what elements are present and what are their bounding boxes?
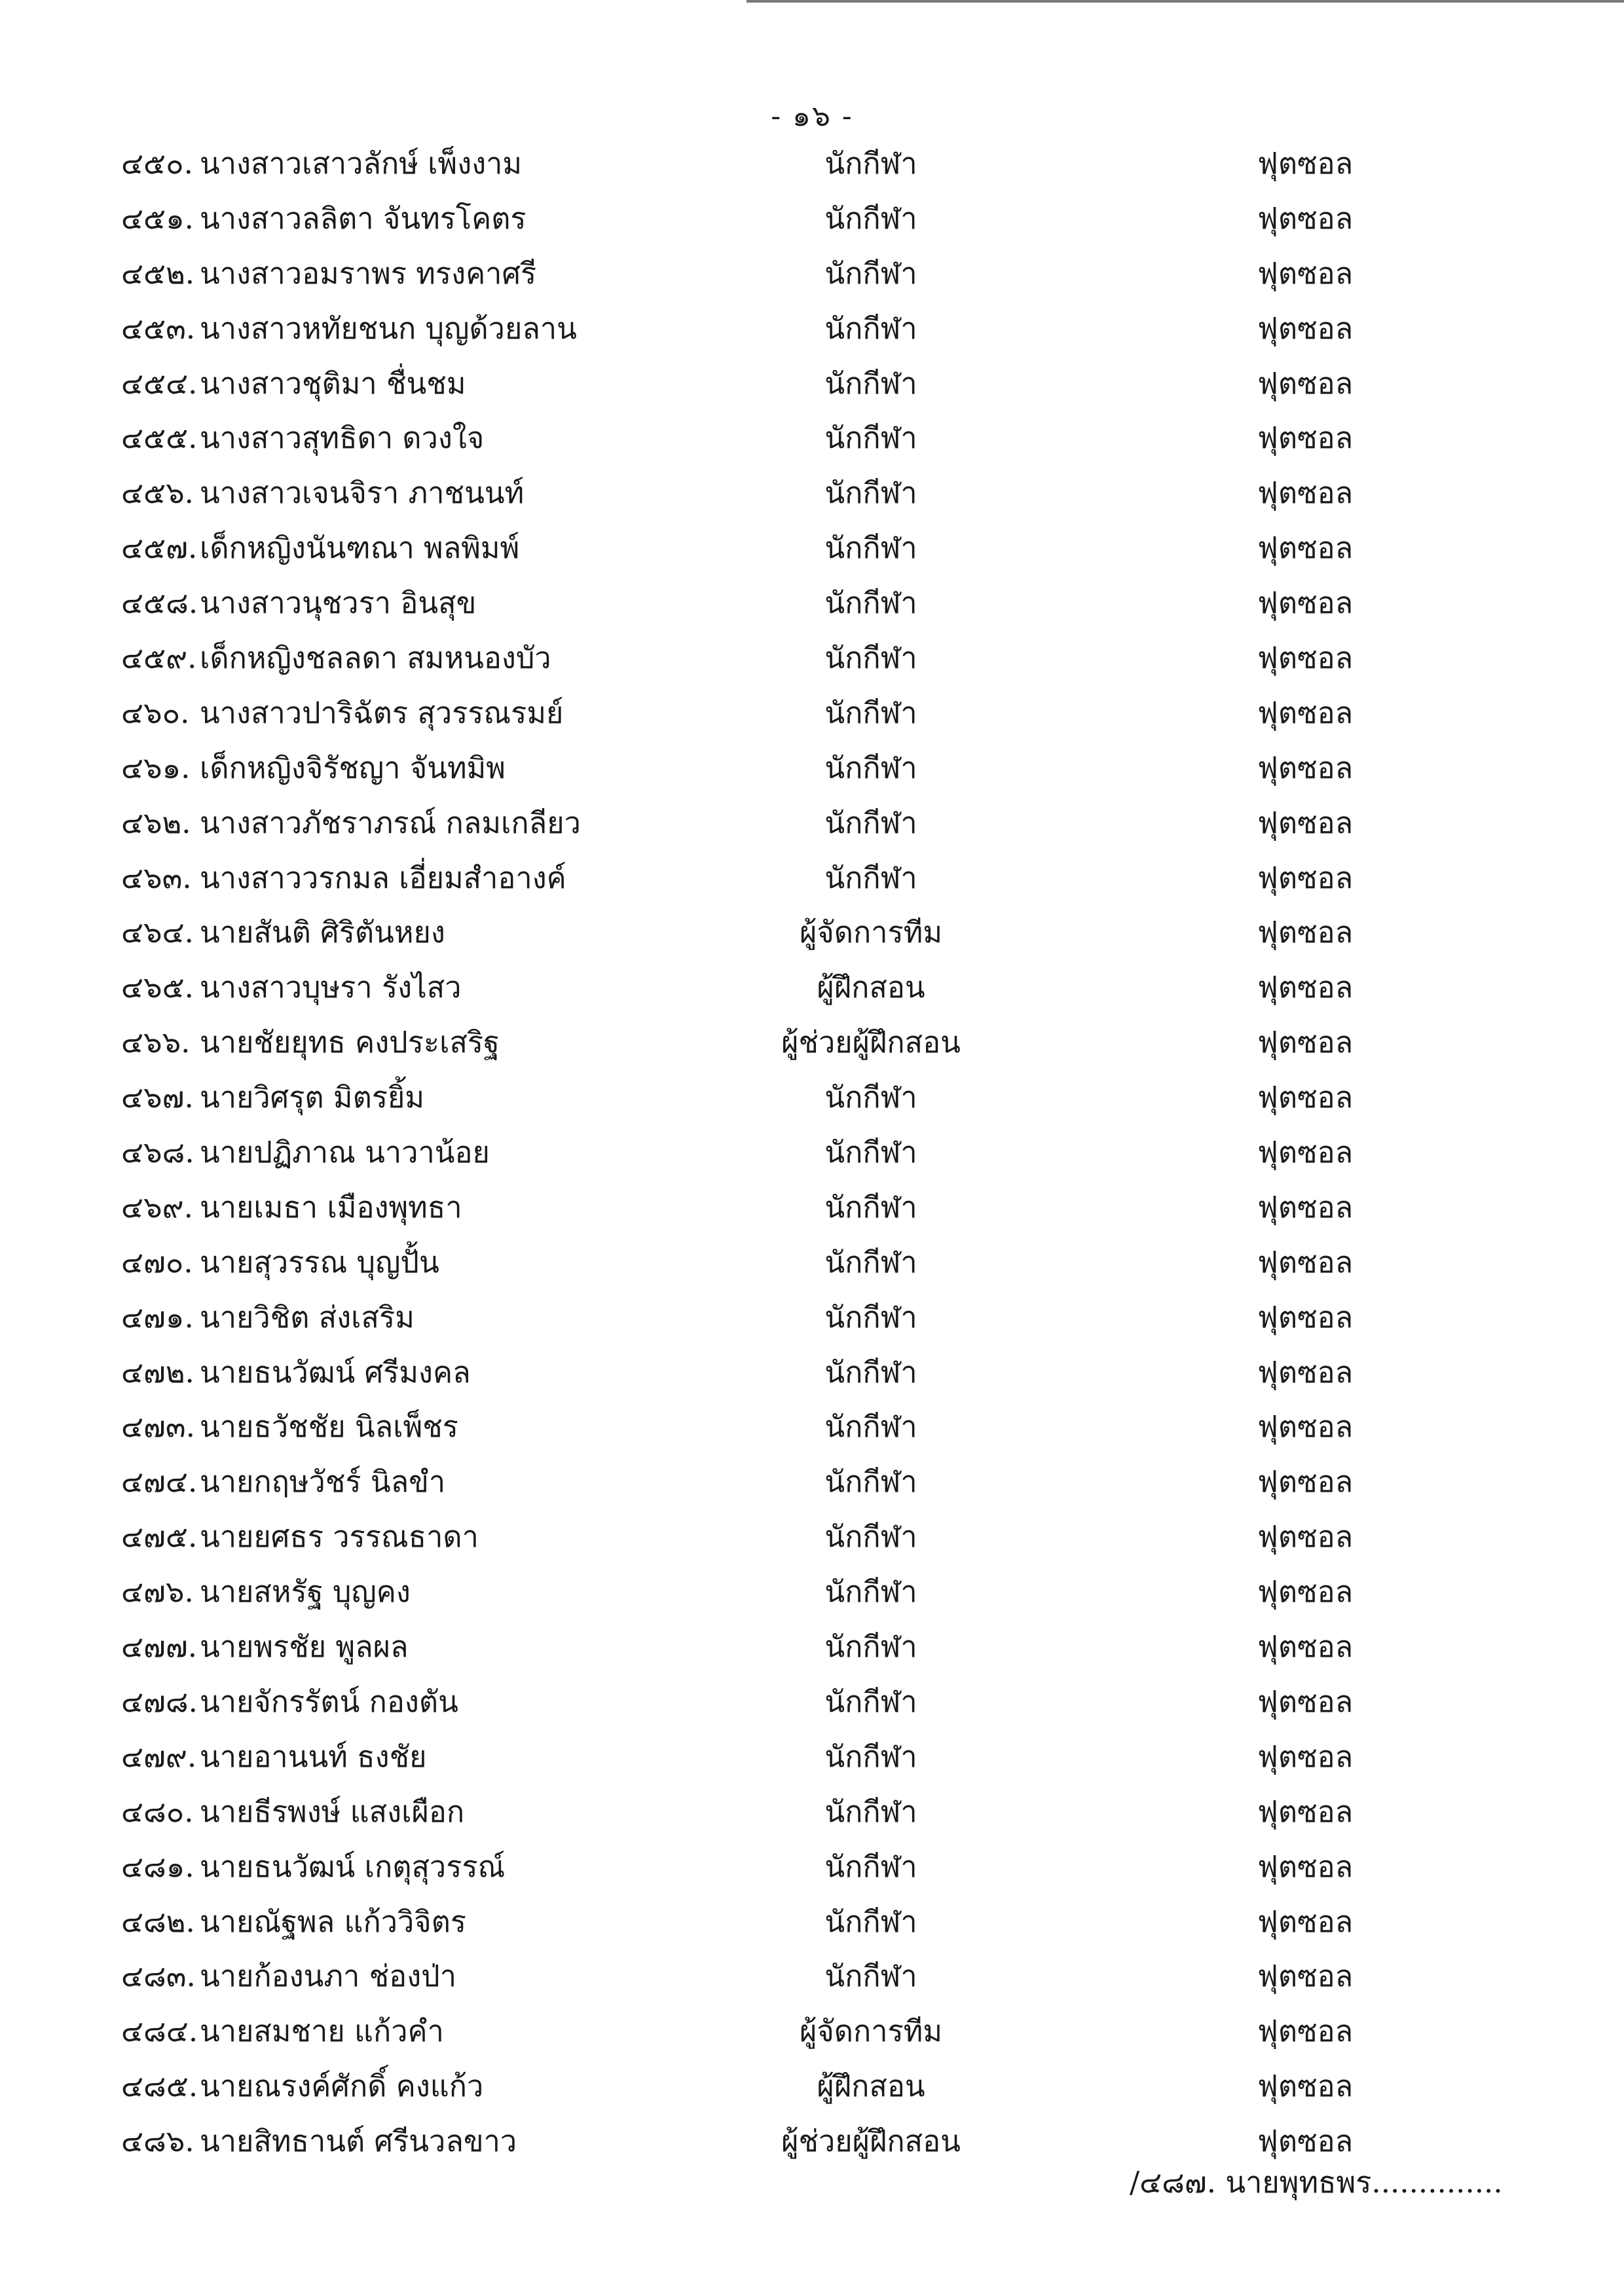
- roster-row: [0, 1564, 1624, 1619]
- person-role: นักกีฬา: [824, 1080, 917, 1115]
- roster-row: [0, 796, 1624, 851]
- person-role: นักกีฬา: [824, 1904, 917, 1939]
- sport-name: ฟุตซอล: [1257, 1025, 1354, 1060]
- sport-name: ฟุตซอล: [1257, 420, 1354, 456]
- roster-row: [0, 1839, 1624, 1895]
- person-role: นักกีฬา: [824, 1629, 917, 1665]
- roster-row: [0, 631, 1624, 686]
- row-number: ๔๕๒.: [121, 255, 195, 291]
- person-role: นักกีฬา: [824, 1519, 917, 1555]
- person-role: นักกีฬา: [824, 1135, 917, 1170]
- row-number: ๔๕๑.: [121, 200, 194, 236]
- row-number: ๔๘๔.: [121, 2014, 198, 2049]
- roster-row: [0, 741, 1624, 796]
- sport-name: ฟุตซอล: [1257, 2124, 1354, 2159]
- row-number: ๔๖๓.: [121, 860, 192, 895]
- row-number: ๔๗๖.: [121, 1574, 194, 1610]
- person-name: นางสาวชุติมา ชื่นชม: [200, 365, 466, 401]
- row-number: ๔๗๕.: [121, 1519, 198, 1555]
- roster-row: [0, 1619, 1624, 1674]
- person-name: นายวิชิต ส่งเสริม: [200, 1299, 415, 1335]
- person-name: นายยศธร วรรณธาดา: [200, 1519, 479, 1555]
- roster-row: [0, 1015, 1624, 1070]
- person-role: นักกีฬา: [824, 200, 917, 236]
- person-role: ผู้ฝึกสอน: [817, 970, 925, 1005]
- person-name: นายธวัชชัย นิลเพ็ชร: [200, 1409, 458, 1445]
- person-role: นักกีฬา: [824, 1574, 917, 1610]
- person-name: นายธีรพงษ์ แสงเผือก: [200, 1794, 465, 1829]
- roster-row: [0, 1125, 1624, 1180]
- person-role: นักกีฬา: [824, 1354, 917, 1390]
- row-number: ๔๖๙.: [121, 1189, 193, 1225]
- person-role: นักกีฬา: [824, 1739, 917, 1774]
- roster-row: [0, 191, 1624, 246]
- row-number: ๔๗๐.: [121, 1244, 193, 1280]
- row-number: ๔๗๑.: [121, 1299, 194, 1335]
- person-name: นายสหรัฐ บุญคง: [200, 1574, 411, 1610]
- person-name: นางสาวปาริฉัตร สุวรรณรมย์: [200, 695, 564, 730]
- roster-row: [0, 1345, 1624, 1400]
- sport-name: ฟุตซอล: [1257, 1739, 1354, 1774]
- sport-name: ฟุตซอล: [1257, 1299, 1354, 1335]
- row-number: ๔๖๐.: [121, 695, 190, 730]
- sport-name: ฟุตซอล: [1257, 860, 1354, 895]
- sport-name: ฟุตซอล: [1257, 365, 1354, 401]
- sport-name: ฟุตซอล: [1257, 1189, 1354, 1225]
- person-role: นักกีฬา: [824, 365, 917, 401]
- row-number: ๔๕๘.: [121, 585, 198, 621]
- row-number: ๔๗๘.: [121, 1684, 198, 1719]
- person-role: นักกีฬา: [824, 1189, 917, 1225]
- row-number: ๔๕๐.: [121, 146, 193, 181]
- row-number: ๔๖๒.: [121, 805, 191, 840]
- sport-name: ฟุตซอล: [1257, 1244, 1354, 1280]
- row-number: ๔๘๕.: [121, 2069, 198, 2104]
- person-role: นักกีฬา: [824, 1959, 917, 1994]
- continuation-note: /๔๘๗. นายพุทธพร..............: [1130, 2165, 1503, 2200]
- person-name: นางสาวบุษรา รังไสว: [200, 970, 462, 1005]
- person-name: นางสาวอมราพร ทรงคาศรี: [200, 255, 537, 291]
- person-name: นายกฤษวัชร์ นิลขำ: [200, 1464, 446, 1500]
- person-role: นักกีฬา: [824, 640, 917, 676]
- person-role: นักกีฬา: [824, 805, 917, 840]
- roster-row: [0, 356, 1624, 411]
- person-role: ผู้ฝึกสอน: [817, 2069, 925, 2104]
- person-name: นายสุวรรณ บุญปั้น: [200, 1244, 439, 1280]
- person-name: นายธนวัฒน์ ศรีมงคล: [200, 1354, 471, 1390]
- roster-row: [0, 1729, 1624, 1784]
- roster-row: [0, 905, 1624, 960]
- row-number: ๔๗๙.: [121, 1739, 197, 1774]
- sport-name: ฟุตซอล: [1257, 146, 1354, 181]
- sport-name: ฟุตซอล: [1257, 1794, 1354, 1829]
- sport-name: ฟุตซอล: [1257, 1959, 1354, 1994]
- row-number: ๔๗๒.: [121, 1354, 194, 1390]
- sport-name: ฟุตซอล: [1257, 1629, 1354, 1665]
- person-name: นางสาวภัชราภรณ์ กลมเกลียว: [200, 805, 581, 840]
- roster-row: [0, 1180, 1624, 1235]
- person-name: นางสาวลลิตา จันทรโคตร: [200, 200, 526, 236]
- row-number: ๔๗๔.: [121, 1464, 198, 1500]
- roster-row: [0, 1949, 1624, 2004]
- page-number: - ๑๖ -: [771, 100, 853, 133]
- roster-row: [0, 521, 1624, 576]
- person-role: ผู้ช่วยผู้ฝึกสอน: [781, 1025, 961, 1060]
- row-number: ๔๕๙.: [121, 640, 197, 676]
- sport-name: ฟุตซอล: [1257, 585, 1354, 621]
- person-name: เด็กหญิงนันฑณา พลพิมพ์: [200, 530, 520, 566]
- row-number: ๔๘๑.: [121, 1849, 194, 1884]
- person-role: นักกีฬา: [824, 860, 917, 895]
- person-role: ผู้จัดการทีม: [800, 915, 942, 950]
- roster-row: [0, 466, 1624, 521]
- person-role: นักกีฬา: [824, 695, 917, 730]
- row-number: ๔๖๑.: [121, 750, 191, 785]
- row-number: ๔๖๗.: [121, 1080, 194, 1115]
- person-name: นายณรงค์ศักดิ์ คงแก้ว: [200, 2069, 484, 2104]
- sport-name: ฟุตซอล: [1257, 1080, 1354, 1115]
- sport-name: ฟุตซอล: [1257, 1904, 1354, 1939]
- sport-name: ฟุตซอล: [1257, 1354, 1354, 1390]
- person-role: นักกีฬา: [824, 1299, 917, 1335]
- roster-row: [0, 1895, 1624, 1950]
- roster-row: [0, 960, 1624, 1015]
- person-role: นักกีฬา: [824, 1794, 917, 1829]
- roster-row: [0, 1454, 1624, 1509]
- person-name: นายเมธา เมืองพุทธา: [200, 1189, 462, 1225]
- row-number: ๔๕๔.: [121, 365, 198, 401]
- scan-top-edge-line: [747, 0, 1624, 3]
- person-name: นางสาวเสาวลักษ์ เพ็งงาม: [200, 146, 523, 181]
- person-name: นายสิทธานต์ ศรีนวลขาว: [200, 2124, 517, 2159]
- row-number: ๔๖๖.: [121, 1025, 191, 1060]
- person-role: นักกีฬา: [824, 585, 917, 621]
- person-role: ผู้ช่วยผู้ฝึกสอน: [781, 2124, 961, 2159]
- row-number: ๔๘๐.: [121, 1794, 194, 1829]
- sport-name: ฟุตซอล: [1257, 640, 1354, 676]
- sport-name: ฟุตซอล: [1257, 1684, 1354, 1719]
- roster-row: [0, 1399, 1624, 1454]
- person-name: นายณัฐพล แก้ววิจิตร: [200, 1904, 467, 1939]
- sport-name: ฟุตซอล: [1257, 695, 1354, 730]
- sport-name: ฟุตซอล: [1257, 1464, 1354, 1500]
- sport-name: ฟุตซอล: [1257, 805, 1354, 840]
- row-number: ๔๖๕.: [121, 970, 194, 1005]
- person-role: นักกีฬา: [824, 420, 917, 456]
- person-role: นักกีฬา: [824, 146, 917, 181]
- person-name: นายปฏิภาณ นาวาน้อย: [200, 1135, 490, 1170]
- row-number: ๔๖๔.: [121, 915, 194, 950]
- sport-name: ฟุตซอล: [1257, 1135, 1354, 1170]
- person-name: นางสาวนุชวรา อินสุข: [200, 585, 477, 621]
- row-number: ๔๗๓.: [121, 1409, 195, 1445]
- roster-row: [0, 301, 1624, 356]
- row-number: ๔๘๖.: [121, 2124, 194, 2159]
- roster-row: [0, 2059, 1624, 2114]
- roster-row: [0, 686, 1624, 741]
- roster-row: [0, 411, 1624, 466]
- sport-name: ฟุตซอล: [1257, 970, 1354, 1005]
- person-role: นักกีฬา: [824, 1244, 917, 1280]
- sport-name: ฟุตซอล: [1257, 1519, 1354, 1555]
- person-name: นางสาวหทัยชนก บุญด้วยลาน: [200, 310, 577, 346]
- sport-name: ฟุตซอล: [1257, 750, 1354, 785]
- person-role: นักกีฬา: [824, 750, 917, 785]
- person-role: นักกีฬา: [824, 255, 917, 291]
- person-name: นางสาวสุทธิดา ดวงใจ: [200, 420, 485, 456]
- row-number: ๔๕๓.: [121, 310, 196, 346]
- roster-row: [0, 1784, 1624, 1839]
- roster-row: [0, 1509, 1624, 1564]
- person-name: นายพรชัย พูลผล: [200, 1629, 409, 1665]
- row-number: ๔๘๓.: [121, 1959, 196, 1994]
- person-name: เด็กหญิงจิรัชญา จันทมิพ: [200, 750, 506, 785]
- person-role: นักกีฬา: [824, 1849, 917, 1884]
- roster-row: [0, 1235, 1624, 1290]
- sport-name: ฟุตซอล: [1257, 915, 1354, 950]
- row-number: ๔๘๒.: [121, 1904, 195, 1939]
- person-role: นักกีฬา: [824, 1684, 917, 1719]
- row-number: ๔๕๕.: [121, 420, 198, 456]
- person-name: นายสมชาย แก้วคำ: [200, 2014, 444, 2049]
- person-name: เด็กหญิงชลลดา สมหนองบัว: [200, 640, 551, 676]
- roster-row: [0, 576, 1624, 631]
- person-name: นายธนวัฒน์ เกตุสุวรรณ์: [200, 1849, 506, 1884]
- row-number: ๔๕๖.: [121, 475, 194, 511]
- roster-list: [0, 136, 1624, 2169]
- sport-name: ฟุตซอล: [1257, 475, 1354, 511]
- roster-row: [0, 1290, 1624, 1345]
- sport-name: ฟุตซอล: [1257, 1849, 1354, 1884]
- roster-row: [0, 1070, 1624, 1125]
- person-role: ผู้จัดการทีม: [800, 2014, 942, 2049]
- person-role: นักกีฬา: [824, 530, 917, 566]
- sport-name: ฟุตซอล: [1257, 255, 1354, 291]
- person-name: นายสันติ ศิริตันหยง: [200, 915, 445, 950]
- person-name: นายอานนท์ ธงชัย: [200, 1739, 427, 1774]
- roster-row: [0, 1674, 1624, 1729]
- roster-row: [0, 246, 1624, 301]
- person-name: นายก้องนภา ช่องป่า: [200, 1959, 457, 1994]
- sport-name: ฟุตซอล: [1257, 1574, 1354, 1610]
- person-name: นายวิศรุต มิตรยิ้ม: [200, 1080, 425, 1115]
- sport-name: ฟุตซอล: [1257, 530, 1354, 566]
- row-number: ๔๕๗.: [121, 530, 198, 566]
- person-name: นางสาววรกมล เอี่ยมสำอางค์: [200, 860, 566, 895]
- person-name: นางสาวเจนจิรา ภาชนนท์: [200, 475, 525, 511]
- roster-row: [0, 2004, 1624, 2059]
- person-role: นักกีฬา: [824, 475, 917, 511]
- person-name: นายจักรรัตน์ กองตัน: [200, 1684, 458, 1719]
- person-name: นายชัยยุทธ คงประเสริฐ: [200, 1025, 500, 1060]
- row-number: ๔๖๘.: [121, 1135, 194, 1170]
- person-role: นักกีฬา: [824, 1409, 917, 1445]
- roster-row: [0, 851, 1624, 906]
- sport-name: ฟุตซอล: [1257, 1409, 1354, 1445]
- roster-row: [0, 136, 1624, 191]
- person-role: นักกีฬา: [824, 1464, 917, 1500]
- sport-name: ฟุตซอล: [1257, 2069, 1354, 2104]
- sport-name: ฟุตซอล: [1257, 310, 1354, 346]
- sport-name: ฟุตซอล: [1257, 200, 1354, 236]
- person-role: นักกีฬา: [824, 310, 917, 346]
- row-number: ๔๗๗.: [121, 1629, 198, 1665]
- sport-name: ฟุตซอล: [1257, 2014, 1354, 2049]
